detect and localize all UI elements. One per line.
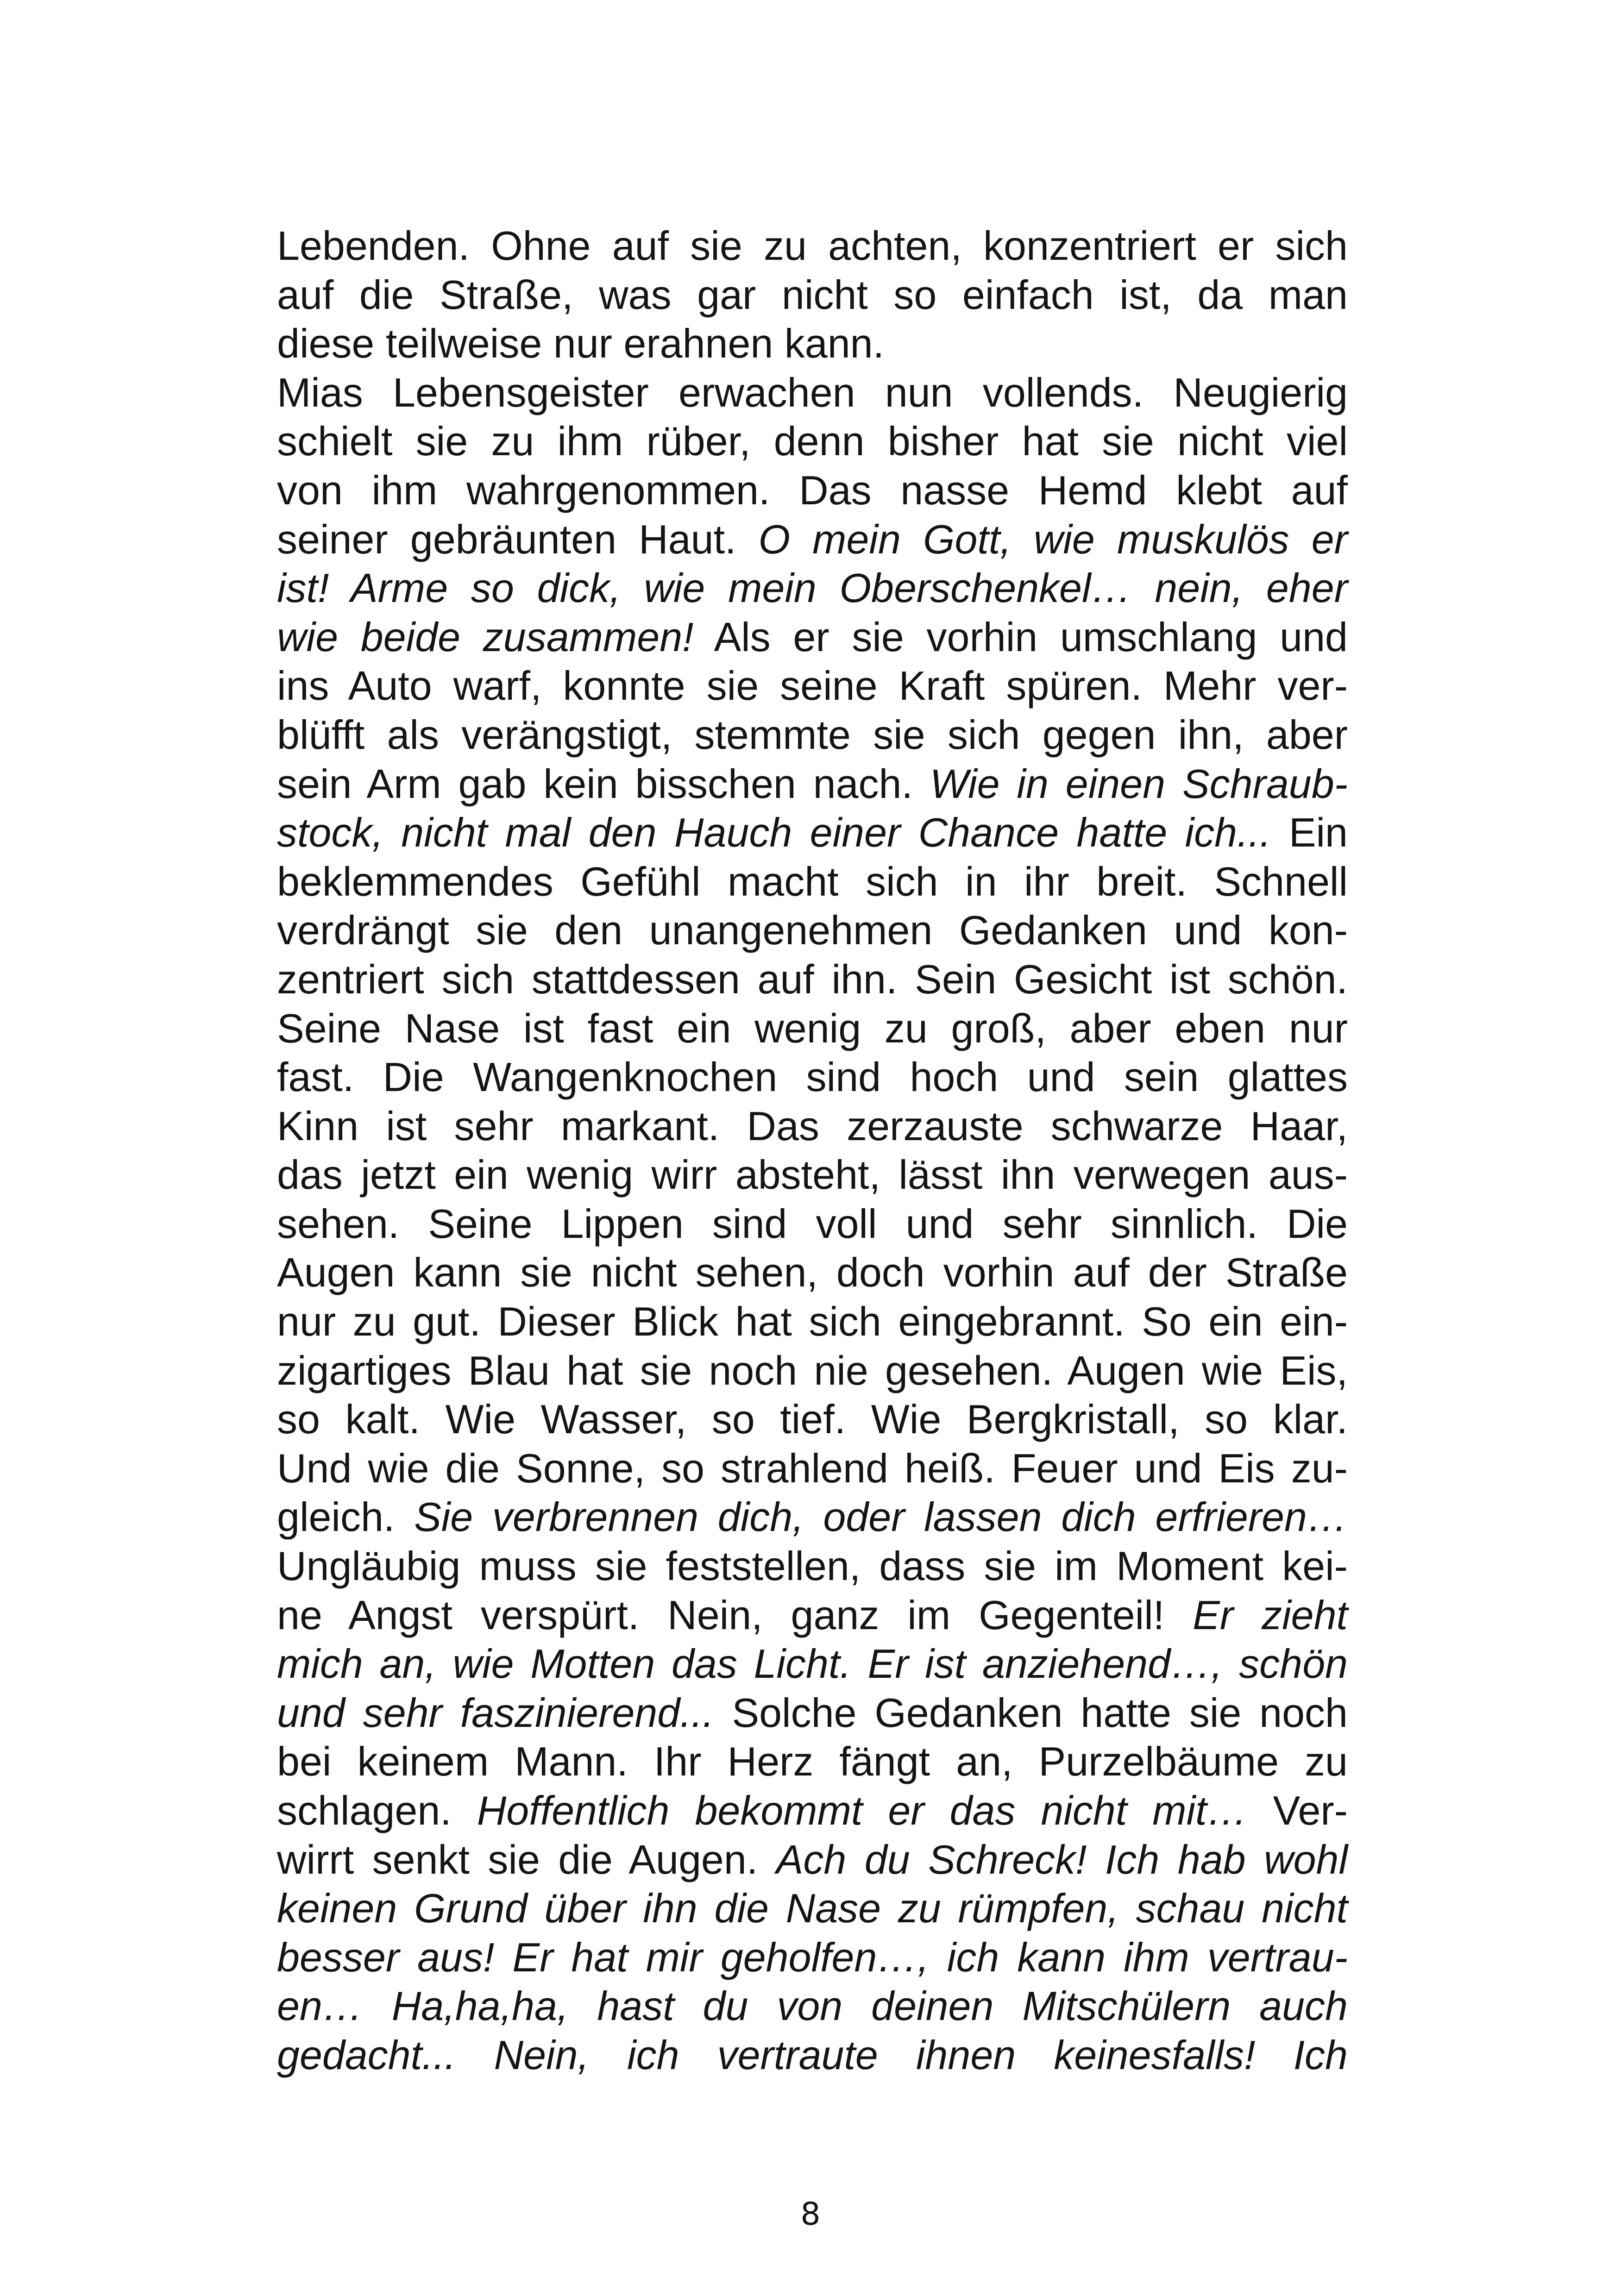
text-segment: Ein xyxy=(1271,809,1348,856)
text-segment: auf die Straße, was gar nicht so einfach ist, da man xyxy=(277,271,1348,318)
text-line xyxy=(277,1004,1348,1053)
text-line xyxy=(277,1835,1348,1884)
italic-text-segment: Er zieht xyxy=(1193,1592,1348,1638)
text-segment: blüfft als verängstigt, stemmte sie sich gegen ihn, aber xyxy=(277,711,1348,758)
text-segment: Solche Gedanken hatte sie noch xyxy=(714,1689,1348,1736)
italic-text-segment: Sie verbrennen dich, oder lassen dich erfrieren… xyxy=(414,1494,1348,1540)
text-segment: bei keinem Mann. Ihr Herz fängt an, Purzelbäume zu xyxy=(277,1738,1348,1785)
italic-text-segment: wie beide zusammen! xyxy=(277,614,694,660)
text-segment: verdrängt sie den unangenehmen Gedanken und kon- xyxy=(277,907,1348,954)
text-line xyxy=(277,759,1348,809)
text-line xyxy=(277,1542,1348,1591)
text-segment: sehen. Seine Lippen sind voll und sehr sinnlich. Die xyxy=(277,1200,1348,1247)
text-line xyxy=(277,319,1348,368)
italic-text-segment: mich an, wie Motten das Licht. Er ist anziehend…, schön xyxy=(277,1641,1348,1687)
text-segment: Lebenden. Ohne auf sie zu achten, konzentriert er sich xyxy=(277,223,1348,269)
italic-text-segment: O mein Gott, wie muskulös er xyxy=(758,516,1348,562)
italic-text-segment: Ach du Schreck! Ich hab wohl xyxy=(776,1836,1348,1882)
italic-text-segment: keinen Grund über ihn die Nase zu rümpfen, schau nicht xyxy=(277,1885,1348,1932)
text-line xyxy=(277,1199,1348,1248)
italic-text-segment: stock, nicht mal den Hauch einer Chance hatte ich... xyxy=(277,809,1271,856)
text-line xyxy=(277,417,1348,466)
text-line xyxy=(277,955,1348,1004)
text-segment: Und wie die Sonne, so strahlend heiß. Feuer und Eis zu- xyxy=(277,1445,1348,1491)
text-segment: das jetzt ein wenig wirr absteht, lässt ihn verwegen aus- xyxy=(277,1152,1348,1198)
text-line xyxy=(277,2031,1348,2080)
text-line xyxy=(277,1102,1348,1151)
text-segment: Augen kann sie nicht sehen, doch vorhin auf der Straße xyxy=(277,1249,1348,1296)
italic-text-segment: en… Ha,ha,ha, hast du von deinen Mitschülern auch xyxy=(277,1983,1348,2029)
text-segment: ne Angst verspürt. Nein, ganz im Gegenteil! xyxy=(277,1592,1193,1638)
text-segment: so kalt. Wie Wasser, so tief. Wie Bergkristall, so klar. xyxy=(277,1396,1348,1443)
text-line xyxy=(277,857,1348,906)
text-segment: Mias Lebensgeister erwachen nun vollends. Neugierig xyxy=(277,369,1348,415)
text-segment: Kinn ist sehr markant. Das zerzauste schwarze Haar, xyxy=(277,1103,1348,1149)
text-segment: wirrt senkt sie die Augen. xyxy=(277,1836,776,1882)
text-segment: diese teilweise nur erahnen kann. xyxy=(277,320,885,367)
text-line xyxy=(277,1639,1348,1688)
italic-text-segment: besser aus! Er hat mir geholfen…, ich kann ihm vertrau- xyxy=(277,1934,1348,1980)
italic-text-segment: gedacht... Nein, ich vertraute ihnen keinesfalls! Ich xyxy=(277,2032,1348,2078)
text-segment: Seine Nase ist fast ein wenig zu groß, aber eben nur xyxy=(277,1005,1348,1051)
text-segment: nur zu gut. Dieser Blick hat sich eingebrannt. So ein ein- xyxy=(277,1299,1348,1345)
page-number: 8 xyxy=(800,2196,821,2233)
text-line xyxy=(277,1346,1348,1395)
text-segment: schlagen. xyxy=(277,1788,477,1833)
text-line xyxy=(277,270,1348,320)
text-segment: fast. Die Wangenknochen sind hoch und sein glattes xyxy=(277,1054,1348,1100)
italic-text-segment: ist! Arme so dick, wie mein Oberschenkel… nein, eher xyxy=(277,565,1348,611)
text-line xyxy=(277,1444,1348,1493)
text-line xyxy=(277,466,1348,515)
text-line xyxy=(277,906,1348,955)
text-segment: schielt sie zu ihm rüber, denn bisher hat sie nicht viel xyxy=(277,418,1348,464)
text-segment: beklemmendes Gefühl macht sich in ihr breit. Schnell xyxy=(277,858,1348,904)
text-line xyxy=(277,1933,1348,1982)
text-segment: Als er sie vorhin umschlang und xyxy=(693,614,1348,660)
text-line xyxy=(277,1688,1348,1738)
text-segment: zentriert sich stattdessen auf ihn. Sein Gesicht ist schön. xyxy=(277,956,1348,1002)
text-segment: Ungläubig muss sie feststellen, dass sie im Moment kei- xyxy=(277,1543,1348,1589)
text-line xyxy=(277,1248,1348,1297)
text-line xyxy=(277,1297,1348,1346)
text-segment: seiner gebräunten Haut. xyxy=(277,516,759,562)
text-line xyxy=(277,564,1348,613)
text-line xyxy=(277,661,1348,710)
text-segment: Ver- xyxy=(1247,1788,1348,1833)
text-line xyxy=(277,1053,1348,1102)
text-line xyxy=(277,613,1348,662)
text-segment: zigartiges Blau hat sie noch nie gesehen. Augen wie Eis, xyxy=(277,1347,1348,1393)
text-line xyxy=(277,808,1348,857)
italic-text-segment: Wie in einen Schraub- xyxy=(930,760,1348,807)
italic-text-segment: und sehr faszinierend... xyxy=(277,1689,714,1736)
text-line xyxy=(277,1884,1348,1933)
text-line xyxy=(277,368,1348,417)
text-line xyxy=(277,1591,1348,1640)
text-line xyxy=(277,1786,1348,1835)
text-line xyxy=(277,1493,1348,1542)
italic-text-segment: Hoffentlich bekommt er das nicht mit… xyxy=(477,1788,1248,1833)
text-line xyxy=(277,1737,1348,1786)
text-line xyxy=(277,221,1348,270)
text-segment: sein Arm gab kein bisschen nach. xyxy=(277,760,930,807)
text-segment: gleich. xyxy=(277,1494,415,1540)
text-line xyxy=(277,1395,1348,1444)
text-line xyxy=(277,515,1348,564)
text-line xyxy=(277,710,1348,759)
text-segment: von ihm wahrgenommen. Das nasse Hemd klebt auf xyxy=(277,467,1348,513)
body-text xyxy=(277,221,1348,2080)
text-segment: ins Auto warf, konnte sie seine Kraft spüren. Mehr ver- xyxy=(277,663,1348,709)
text-line xyxy=(277,1982,1348,2031)
text-line xyxy=(277,1150,1348,1199)
